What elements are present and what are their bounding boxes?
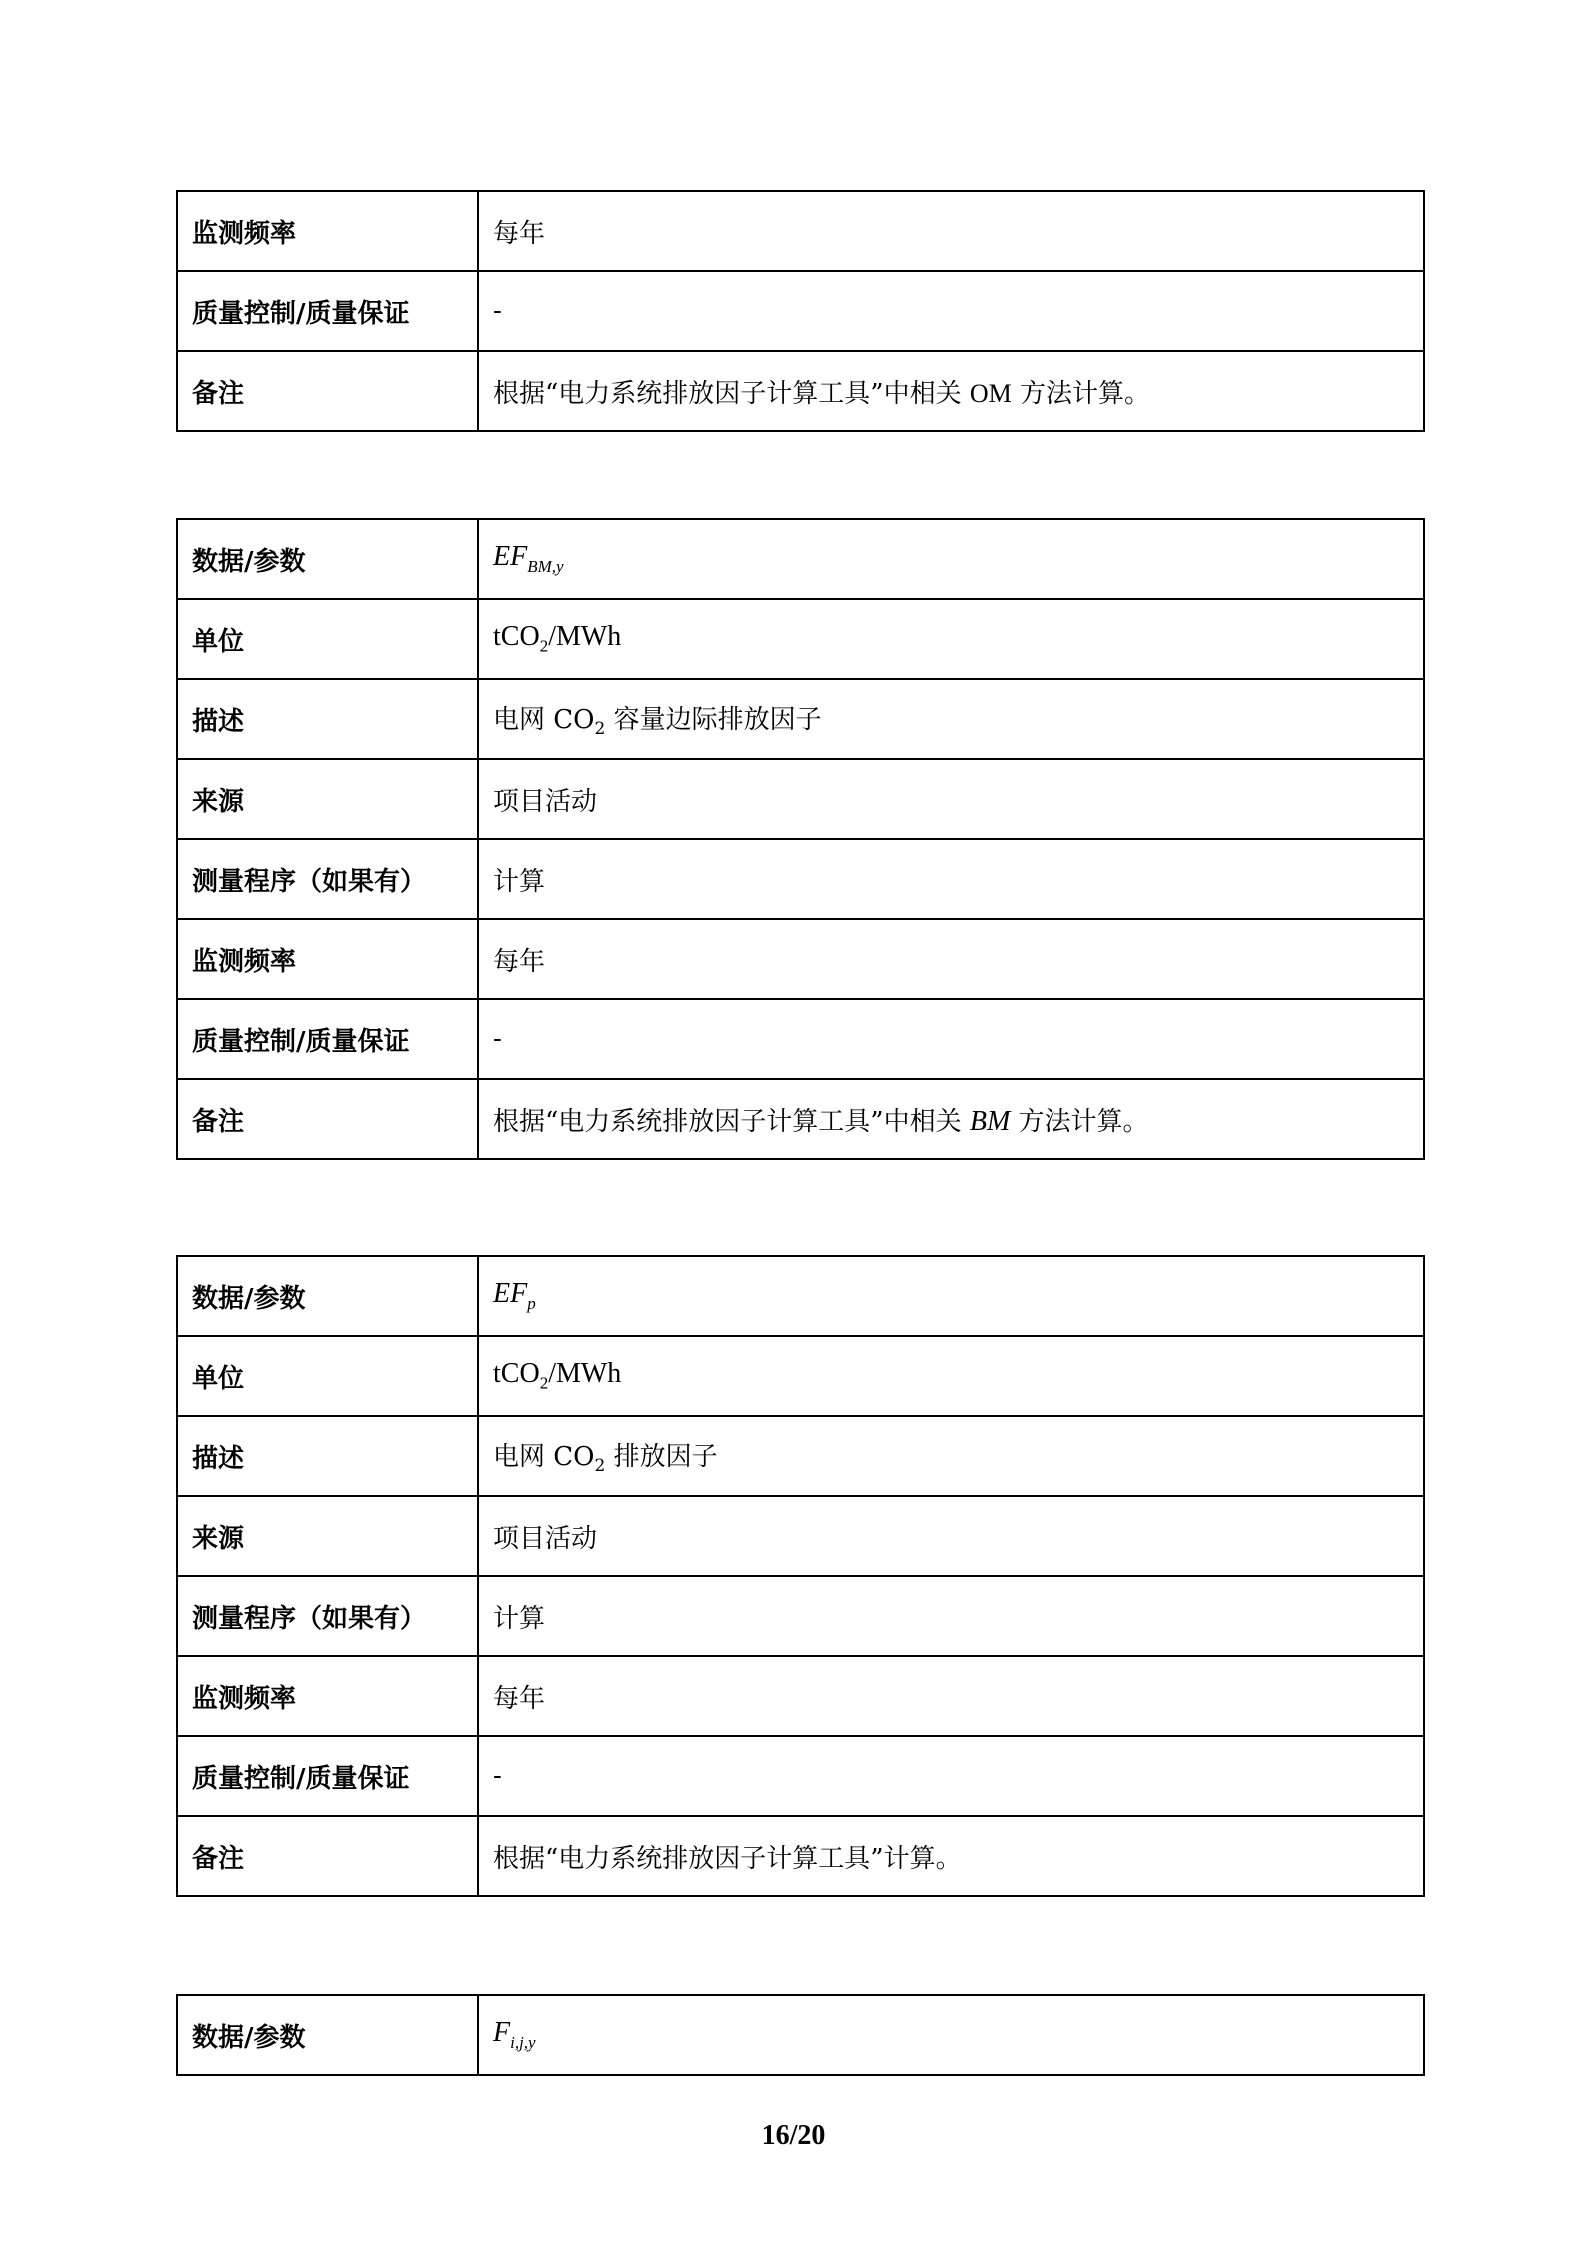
row-label: 质量控制/质量保证 [177,999,478,1079]
table-row [177,1416,1424,1496]
row-value: $EF_p$ [478,1256,1424,1336]
row-label: 监测频率 [177,1656,478,1736]
row-label: 描述 [177,679,478,759]
row-label: 单位 [177,599,478,679]
row-value: 电网 $CO_2$ 排放因子 [478,1416,1424,1496]
table-row [177,351,1424,431]
row-value: 项目活动 [478,1496,1424,1576]
page-number: 16/20 [761,2120,826,2151]
table-row [177,1995,1424,2075]
table-row [177,759,1424,839]
row-label: 测量程序（如果有） [177,1576,478,1656]
table-row [177,599,1424,679]
row-value: 每年 [478,191,1424,271]
parameter-table-f [176,1994,1425,2076]
row-label: 备注 [177,1079,478,1159]
row-label: 监测频率 [177,191,478,271]
row-value: 计算 [478,839,1424,919]
row-label: 备注 [177,351,478,431]
table-row [177,999,1424,1079]
row-label: 测量程序（如果有） [177,839,478,919]
row-label: 质量控制/质量保证 [177,271,478,351]
table-row [177,679,1424,759]
row-value: 根据“电力系统排放因子计算工具”中相关 OM 方法计算。 [478,351,1424,431]
row-value: $F_{i,j,y}$ [478,1995,1424,2075]
row-label: 监测频率 [177,919,478,999]
row-value: tCO$_2$/MWh [478,599,1424,679]
parameter-table-ef-bm [176,518,1425,1160]
row-value: 每年 [478,1656,1424,1736]
row-label: 数据/参数 [177,1256,478,1336]
row-label: 来源 [177,759,478,839]
table-row [177,271,1424,351]
row-label: 数据/参数 [177,1995,478,2075]
row-label: 描述 [177,1416,478,1496]
table-row [177,1656,1424,1736]
table-row [177,191,1424,271]
row-label: 质量控制/质量保证 [177,1736,478,1816]
table-row [177,1256,1424,1336]
table-row [177,1736,1424,1816]
row-value: tCO$_2$/MWh [478,1336,1424,1416]
row-value: 根据“电力系统排放因子计算工具”中相关 BM 方法计算。 [478,1079,1424,1159]
table-row [177,919,1424,999]
table-row [177,839,1424,919]
table-row [177,1079,1424,1159]
row-value: - [478,1736,1424,1816]
table-row [177,1336,1424,1416]
table-row [177,1576,1424,1656]
row-value: - [478,999,1424,1079]
row-label: 来源 [177,1496,478,1576]
table-row [177,519,1424,599]
row-value: 每年 [478,919,1424,999]
row-value: 根据“电力系统排放因子计算工具”计算。 [478,1816,1424,1896]
row-label: 数据/参数 [177,519,478,599]
table-row [177,1496,1424,1576]
row-label: 备注 [177,1816,478,1896]
row-value: 电网 $CO_2$ 容量边际排放因子 [478,679,1424,759]
parameter-table-om [176,190,1425,432]
row-label: 单位 [177,1336,478,1416]
row-value: 计算 [478,1576,1424,1656]
row-value: 项目活动 [478,759,1424,839]
row-value: $EF_{BM,y}$ [478,519,1424,599]
parameter-table-ef-p [176,1255,1425,1897]
row-value: - [478,271,1424,351]
table-row [177,1816,1424,1896]
